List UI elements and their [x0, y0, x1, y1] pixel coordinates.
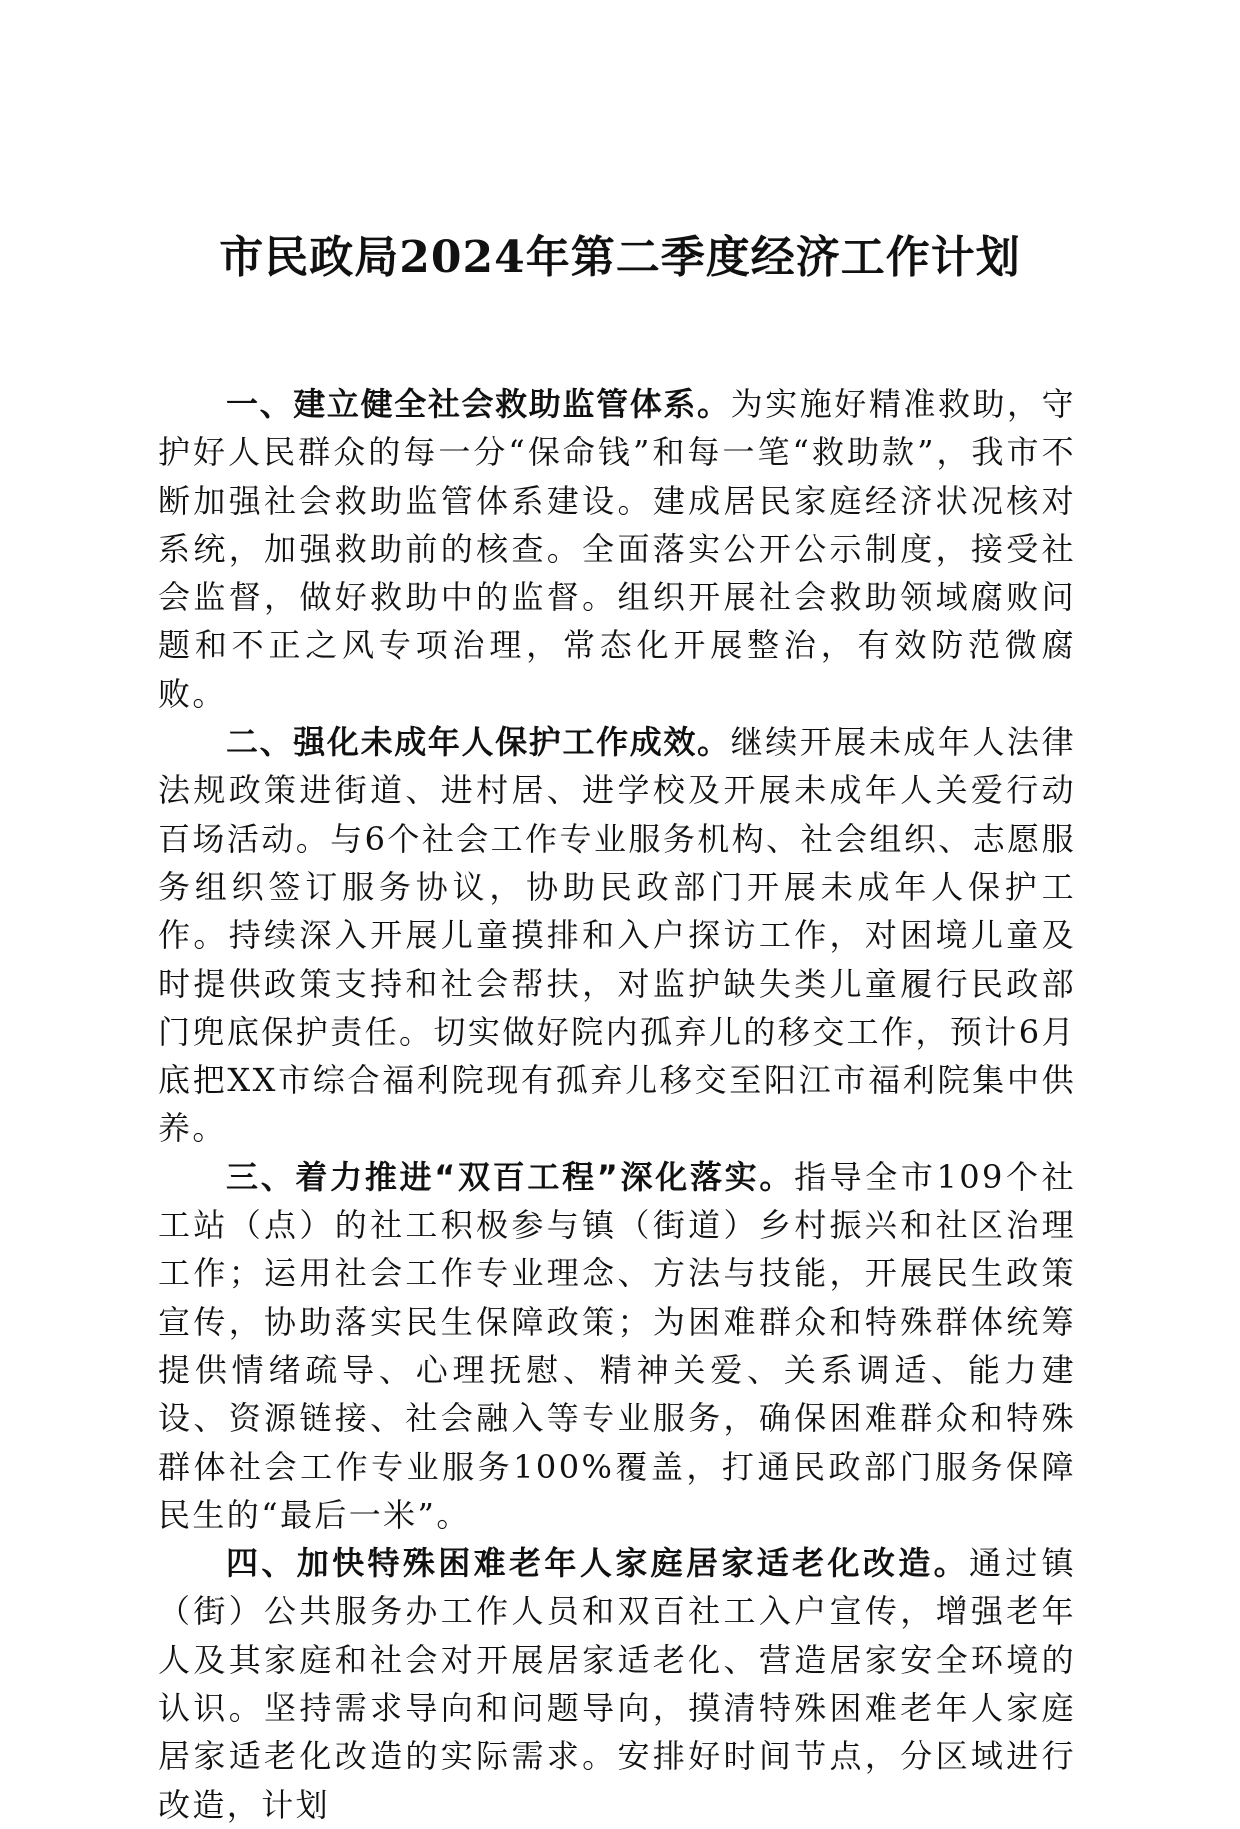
section-2-paragraph — [158, 718, 1076, 1153]
section-1-text: 为实施好精准救助，守护好人民群众的每一分“保命钱”和每一笔“救助款”，我市不断加强社会救助监管体系建设。建成居民家庭经济状况核对系统，加强救助前的核查。全面落实公开公示制度，接受社会监督，做好救助中的监督。组织开展社会救助领域腐败问题和不正之风专项治理，常态化开展整治，有效防范微腐败。 — [158, 385, 1076, 713]
section-3-heading: 三、着力推进“双百工程”深化落实。 — [226, 1157, 795, 1196]
section-4-heading: 四、加快特殊困难老年人家庭居家适老化改造。 — [226, 1544, 970, 1583]
section-1-heading: 一、建立健全社会救助监管体系。 — [226, 385, 731, 423]
page-title: 市民政局2024年第二季度经济工作计划 — [219, 232, 1021, 283]
section-2-heading: 二、强化未成年人保护工作成效。 — [226, 723, 731, 762]
document-body — [158, 380, 1076, 1829]
section-4-text: 通过镇（街）公共服务办工作人员和双百社工入户宣传，增强老年人及其家庭和社会对开展居家适老化、营造居家安全环境的认识。坚持需求导向和问题导向，摸清特殊困难老年人家庭居家适老化改造的实际需求。安排好时间节点，分区域进行改造，计划 — [158, 1544, 1076, 1824]
section-3-paragraph — [158, 1153, 1076, 1539]
section-4-paragraph — [158, 1539, 1076, 1829]
section-3-text: 指导全市109个社工站（点）的社工积极参与镇（街道）乡村振兴和社区治理工作；运用社会工作专业理念、方法与技能，开展民生政策宣传，协助落实民生保障政策；为困难群众和特殊群体统筹提供情绪疏导、心理抚慰、精神关爱、关系调适、能力建设、资源链接、社会融入等专业服务，确保困难群众和特殊群体社会工作专业服务100%覆盖，打通民政部门服务保障民生的“最后一米”。 — [158, 1157, 1076, 1534]
section-2-text: 继续开展未成年人法律法规政策进街道、进村居、进学校及开展未成年人关爱行动百场活动。与6个社会工作专业服务机构、社会组织、志愿服务组织签订服务协议，协助民政部门开展未成年人保护工作。持续深入开展儿童摸排和入户探访工作，对困境儿童及时提供政策支持和社会帮扶，对监护缺失类儿童履行民政部门兜底保护责任。切实做好院内孤弃儿的移交工作，预计6月底把XX市综合福利院现有孤弃儿移交至阳江市福利院集中供养。 — [158, 723, 1076, 1148]
section-1-paragraph — [158, 380, 1076, 718]
